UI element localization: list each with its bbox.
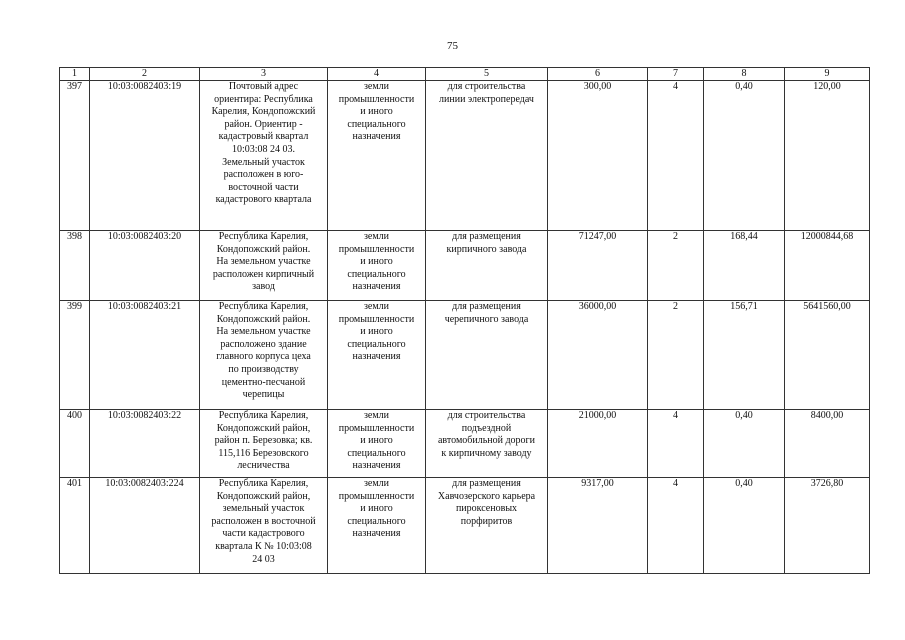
permitted-use-cell: для размещения Хавчозерского карьера пироксеновых порфиритов: [426, 478, 548, 574]
cadastral-number: 10:03:0082403:224: [90, 478, 200, 574]
cadastral-number: 10:03:0082403:19: [90, 81, 200, 231]
land-category-cell: земли промышленности и иного специального назначения: [328, 81, 426, 231]
area-cell: 300,00: [548, 81, 648, 231]
cadastral-number: 10:03:0082403:22: [90, 410, 200, 478]
cadastral-number: 10:03:0082403:20: [90, 231, 200, 301]
table-row: [60, 301, 870, 410]
land-category-cell: земли промышленности и иного специального назначения: [328, 478, 426, 574]
rate-cell: 156,71: [704, 301, 785, 410]
table-row: [60, 81, 870, 231]
permitted-use-cell: для строительства подъездной автомобильной дороги к кирпичному заводу: [426, 410, 548, 478]
cadastral-number: 10:03:0082403:21: [90, 301, 200, 410]
land-category-cell: земли промышленности и иного специального назначения: [328, 410, 426, 478]
col-header-3: 3: [200, 68, 328, 81]
row-number: 398: [60, 231, 90, 301]
col-header-6: 6: [548, 68, 648, 81]
col-header-5: 5: [426, 68, 548, 81]
col-header-9: 9: [785, 68, 870, 81]
address-cell: Республика Карелия, Кондопожский район, земельный участок расположен в восточной части кадастрового квартала К № 10:03:08 24 03: [200, 478, 328, 574]
col-header-7: 7: [648, 68, 704, 81]
rate-cell: 0,40: [704, 410, 785, 478]
rate-cell: 168,44: [704, 231, 785, 301]
address-cell: Республика Карелия, Кондопожский район. На земельном участке расположен кирпичный завод: [200, 231, 328, 301]
address-cell: Республика Карелия, Кондопожский район. На земельном участке расположено здание главного корпуса цеха по производству цементно-песчаной черепицы: [200, 301, 328, 410]
permitted-use-cell: для размещения черепичного завода: [426, 301, 548, 410]
group-cell: 2: [648, 231, 704, 301]
group-cell: 4: [648, 478, 704, 574]
row-number: 399: [60, 301, 90, 410]
group-cell: 4: [648, 81, 704, 231]
col-header-4: 4: [328, 68, 426, 81]
area-cell: 9317,00: [548, 478, 648, 574]
permitted-use-cell: для размещения кирпичного завода: [426, 231, 548, 301]
page-number: 75: [447, 40, 458, 52]
address-cell: Почтовый адрес ориентира: Республика Карелия, Кондопожский район. Ориентир - кадастровый квартал 10:03:08 24 03. Земельный участок расположен в юго- восточной части кадастрового квартала: [200, 81, 328, 231]
table-row: [60, 478, 870, 574]
value-cell: 5641560,00: [785, 301, 870, 410]
permitted-use-cell: для строительства линии электропередач: [426, 81, 548, 231]
rate-cell: 0,40: [704, 81, 785, 231]
land-category-cell: земли промышленности и иного специального назначения: [328, 301, 426, 410]
header-row: [60, 68, 870, 81]
value-cell: 8400,00: [785, 410, 870, 478]
row-number: 397: [60, 81, 90, 231]
area-cell: 71247,00: [548, 231, 648, 301]
table-row: [60, 410, 870, 478]
address-cell: Республика Карелия, Кондопожский район, район п. Березовка; кв. 115,116 Березовского лесничества: [200, 410, 328, 478]
row-number: 401: [60, 478, 90, 574]
area-cell: 21000,00: [548, 410, 648, 478]
land-table: [59, 67, 870, 574]
value-cell: 3726,80: [785, 478, 870, 574]
col-header-8: 8: [704, 68, 785, 81]
area-cell: 36000,00: [548, 301, 648, 410]
value-cell: 120,00: [785, 81, 870, 231]
col-header-1: 1: [60, 68, 90, 81]
group-cell: 2: [648, 301, 704, 410]
rate-cell: 0,40: [704, 478, 785, 574]
group-cell: 4: [648, 410, 704, 478]
value-cell: 12000844,68: [785, 231, 870, 301]
table-row: [60, 231, 870, 301]
land-category-cell: земли промышленности и иного специального назначения: [328, 231, 426, 301]
col-header-2: 2: [90, 68, 200, 81]
row-number: 400: [60, 410, 90, 478]
